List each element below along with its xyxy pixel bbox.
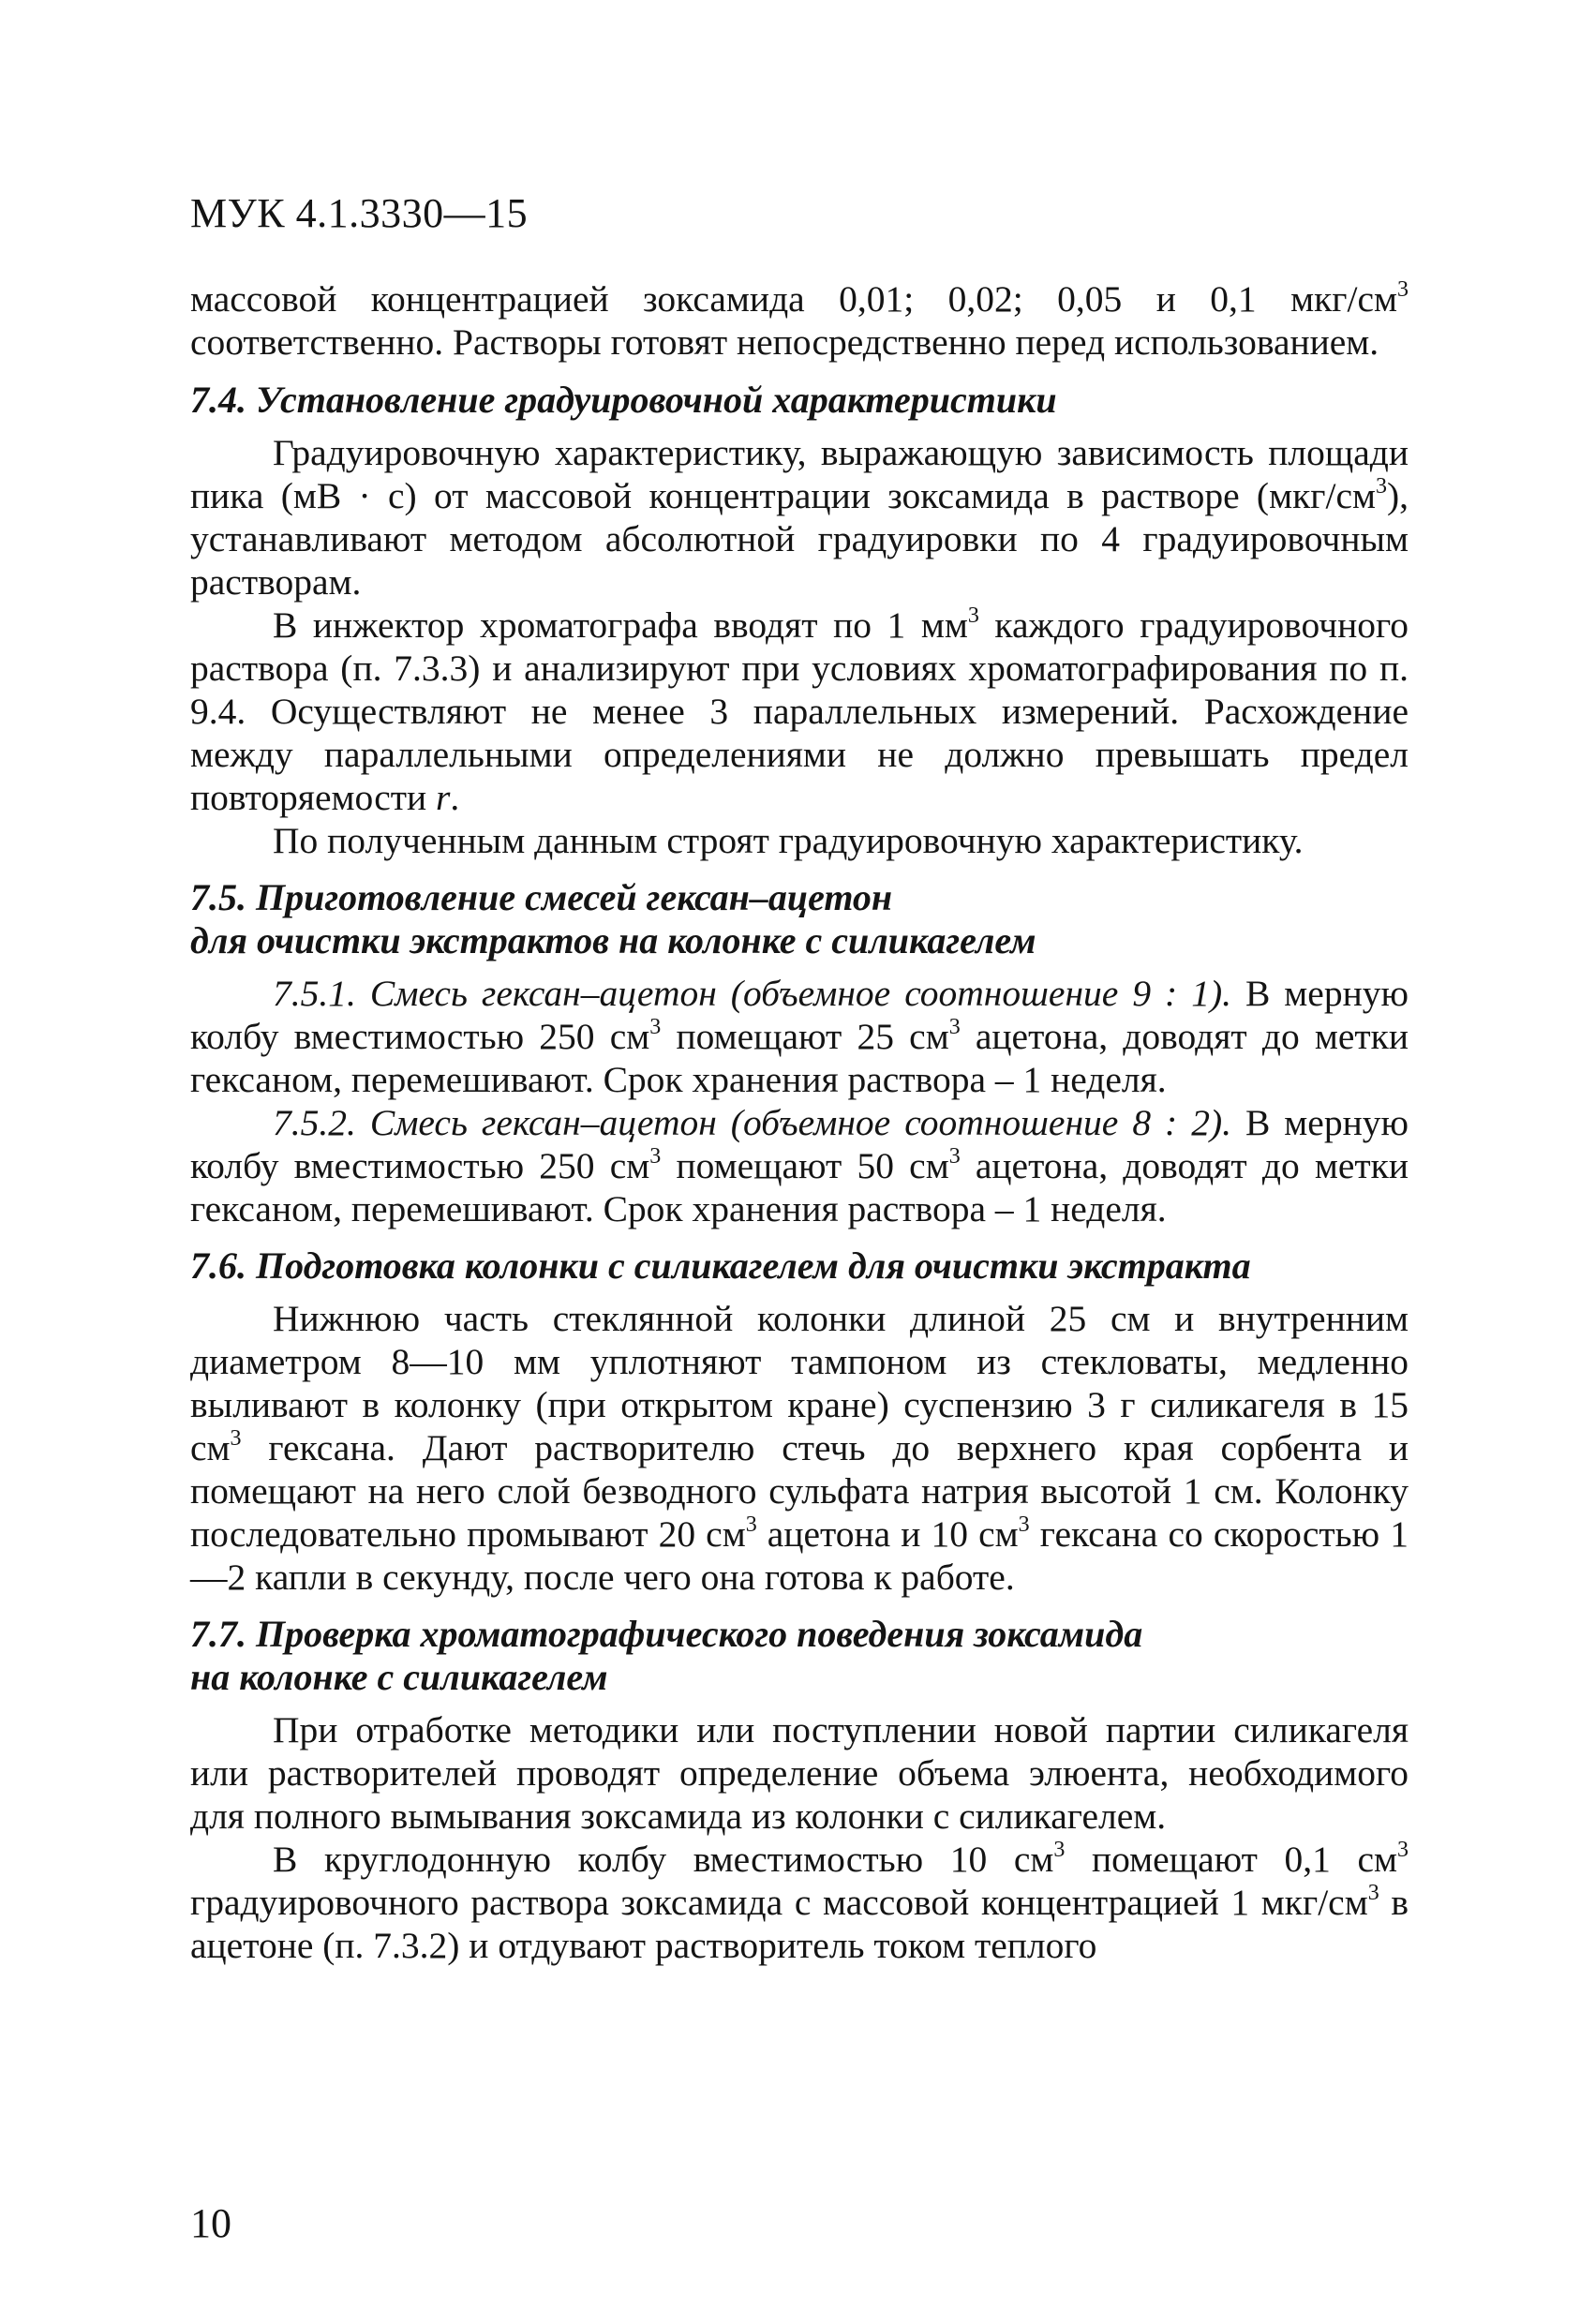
paragraph-continuation: массовой концентрацией зоксамида 0,01; 0,02; 0,05 и 0,1 мкг/$см^3$ соответственно. Растворы готовят непосредственно перед использованием.	[190, 276, 1409, 363]
body-text	[190, 277, 1409, 1967]
paragraph-7-5-1: 7.5.1. Смесь гексан–ацетон (объемное соотношение 9 : 1). В мерную колбу вместимостью 250 $см^3$ помещают 25 $см^3$ ацетона, доводят до метки гексаном, перемешивают. Срок хранения раствора – 1 неделя.	[190, 973, 1409, 1100]
document-header: МУК 4.1.3330—15	[190, 190, 529, 236]
section-heading-7-4: 7.4. Установление градуировочной характеристики	[190, 379, 1057, 421]
paragraph-7-5-2: 7.5.2. Смесь гексан–ацетон (объемное соотношение 8 : 2). В мерную колбу вместимостью 250 $см^3$ помещают 50 $см^3$ ацетона, доводят до метки гексаном, перемешивают. Срок хранения раствора – 1 неделя.	[190, 1102, 1409, 1229]
paragraph-eluent-volume: При отработке методики или поступлении новой партии силикагеля или растворителей проводят определение объема элюента, необходимого для полного вымывания зоксамида из колонки с силикагелем.	[190, 1709, 1409, 1837]
section-heading-7-6: 7.6. Подготовка колонки с силикагелем для очистки экстракта	[190, 1244, 1251, 1287]
paragraph-build-characteristic: По полученным данным строят градуировочную характеристику.	[273, 820, 1304, 861]
paragraph-column-preparation: Нижнюю часть стеклянной колонки длиной 25 см и внутренним диаметром 8—10 мм уплотняют тампоном из стекловаты, медленно выливают в колонку (при открытом кране) суспензию 3 г силикагеля в 15 $см^3$ гексана. Дают растворителю стечь до верхнего края сорбента и помещают на него слой безводного сульфата натрия высотой 1 см. Колонку последовательно промывают 20 $см^3$ ацетона и 10 $см^3$ гексана со скоростью 1—2 капли в секунду, после чего она готова к работе.	[190, 1298, 1409, 1598]
page-number: 10	[190, 2200, 231, 2246]
section-heading-7-7: 7.7. Проверка хроматографического поведения зоксамида на колонке с силикагелем	[190, 1613, 1143, 1698]
paragraph-round-flask: В круглодонную колбу вместимостью 10 $см^3$ помещают 0,1 $см^3$ градуировочного раствора зоксамида с массовой концентрацией 1 мкг/$см^3$ в ацетоне (п. 7.3.2) и отдувают растворитель током теплого	[190, 1837, 1409, 1966]
paragraph-injector: В инжектор хроматографа вводят по 1 $мм^3$ каждого градуировочного раствора (п. 7.3.3) и анализируют при условиях хроматографирования по п. 9.4. Осуществляют не менее 3 параллельных измерений. Расхождение между параллельными определениями не должно превышать предел повторяемости r.	[190, 603, 1409, 818]
paragraph-calibration: Градуировочную характеристику, выражающую зависимость площади пика (мВ · с) от массовой концентрации зоксамида в растворе $(мкг/см^3)$, устанавливают методом абсолютной градуировки по 4 градуировочным растворам.	[190, 432, 1409, 603]
section-heading-7-5: 7.5. Приготовление смесей гексан–ацетон для очистки экстрактов на колонке с силикагелем	[190, 876, 1036, 961]
